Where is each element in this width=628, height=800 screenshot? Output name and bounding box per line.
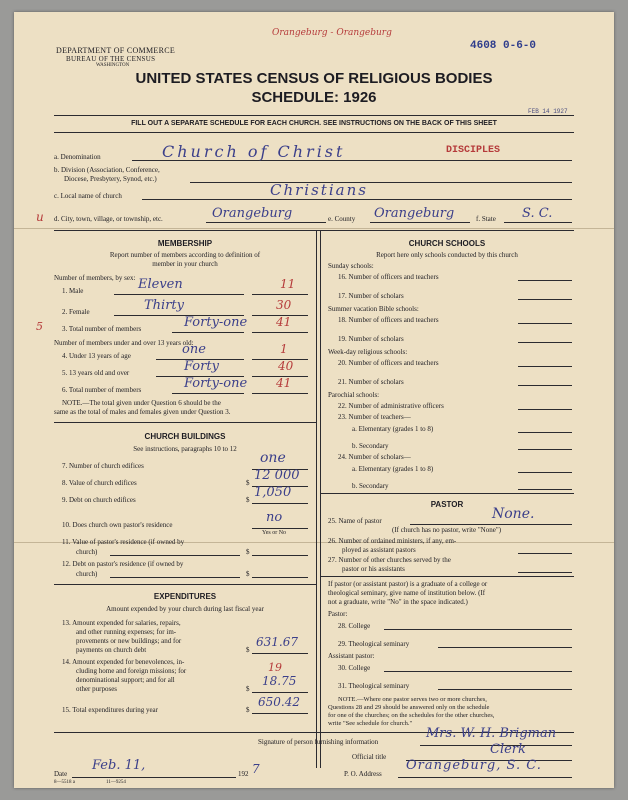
q14-line <box>252 692 308 693</box>
q27-line <box>518 572 572 573</box>
rule <box>54 115 574 116</box>
q29-line <box>438 647 572 648</box>
pastor-heading: PASTOR <box>430 500 464 509</box>
q29-label: 29. Theological seminary <box>338 640 410 648</box>
grad-text-3: not a graduate, write "No" in the space indicated.) <box>328 598 468 606</box>
q10-value: no <box>266 510 283 525</box>
q17-label: 17. Number of scholars <box>338 292 404 300</box>
q9-value: 1,050 <box>254 485 292 500</box>
city-label: d. City, town, village, or township, etc. <box>54 215 163 223</box>
q6-words: Forty-one <box>184 376 248 391</box>
date-year-value: 7 <box>252 762 260 776</box>
q9-label: 9. Debt on church edifices <box>62 496 136 504</box>
q14-label: 14. Amount expended for benevolences, in- <box>62 658 185 666</box>
date-value: Feb. 11, <box>92 758 146 773</box>
q15-line <box>252 713 308 714</box>
q8-label: 8. Value of church edifices <box>62 479 137 487</box>
q13-label-4: payments on church debt <box>76 646 147 654</box>
county-value: Orangeburg <box>374 206 455 221</box>
q19-line <box>518 342 572 343</box>
q31-label: 31. Theological seminary <box>338 682 410 690</box>
po-address-label: P. O. Address <box>344 770 382 778</box>
q1-label: 1. Male <box>62 287 84 295</box>
official-title-label: Official title <box>352 753 387 761</box>
q11-line <box>252 555 308 556</box>
pastor-note-2: Questions 28 and 29 should be answered only on the schedule <box>328 704 490 711</box>
q24-label: 24. Number of scholars— <box>338 453 411 461</box>
q23a-line <box>518 432 572 433</box>
q21-line <box>518 385 572 386</box>
denomination-value: Church of Christ <box>162 142 346 161</box>
bureau-city: WASHINGTON <box>96 63 130 68</box>
official-title-value: Clerk <box>490 742 526 757</box>
denomination-label: a. Denomination <box>54 153 101 161</box>
q14-value: 18.75 <box>262 674 297 688</box>
margin-check: 5 <box>36 320 43 333</box>
q25-value: None. <box>492 506 535 522</box>
signature-label: Signature of person furnishing information <box>258 738 379 746</box>
q4-number: 1 <box>280 342 288 356</box>
q30-label: 30. College <box>338 664 371 672</box>
q5-label: 5. 13 years old and over <box>62 369 130 377</box>
q11-label: 11. Value of pastor's residence (if owned by <box>62 538 185 546</box>
q8-value: 12 000 <box>254 468 300 483</box>
q1-words: Eleven <box>138 277 183 292</box>
age-label: Number of members under and over 13 years old: <box>54 339 194 347</box>
q8-dollar: $ <box>246 479 250 487</box>
q23b-label: b. Secondary <box>352 442 389 450</box>
q5-number: 40 <box>278 359 294 373</box>
q22-line <box>518 409 572 410</box>
form-number: 8—5518 a <box>54 780 75 785</box>
q14-label-3: denominational support; and for all <box>76 676 175 684</box>
q25-label: 25. Name of pastor <box>328 517 382 525</box>
column-divider <box>316 230 317 768</box>
q15-dollar: $ <box>246 706 250 714</box>
date-line <box>72 777 236 778</box>
q11-dots <box>110 555 240 556</box>
q9-line <box>252 503 308 504</box>
assistant-label: Assistant pastor: <box>328 652 375 660</box>
city-value: Orangeburg <box>212 206 293 221</box>
q15-value: 650.42 <box>258 695 300 709</box>
q1-number: 11 <box>280 277 296 291</box>
dept-name: DEPARTMENT OF COMMERCE <box>56 46 176 55</box>
pastor-note: NOTE.—Where one pastor serves two or more churches, <box>338 696 487 703</box>
expenditures-heading: EXPENDITURES <box>153 592 217 601</box>
q21-label: 21. Number of scholars <box>338 378 404 386</box>
stamp-number: 4608 0-6-0 <box>470 40 537 52</box>
q17-line <box>518 299 572 300</box>
q5-words: Forty <box>184 359 219 374</box>
q13-label: 13. Amount expended for salaries, repairs, <box>62 619 181 627</box>
state-value: S. C. <box>522 206 553 221</box>
q30-line <box>384 671 572 672</box>
q24a-label: a. Elementary (grades 1 to 8) <box>352 465 434 473</box>
membership-sub-2: member in your church <box>152 260 218 268</box>
rule <box>54 584 316 585</box>
pastor-label: Pastor: <box>328 610 348 618</box>
q3-label: 3. Total number of members <box>62 325 142 333</box>
state-label: f. State <box>476 215 496 223</box>
column-divider <box>320 230 321 768</box>
q14-dollar: $ <box>246 685 250 693</box>
parochial-label: Parochial schools: <box>328 391 380 399</box>
grad-text: If pastor (or assistant pastor) is a graduate of a college or <box>328 580 488 588</box>
division-label-2: Diocese, Presbytery, Synod, etc.) <box>64 175 157 183</box>
q20-line <box>518 366 572 367</box>
q24b-line <box>518 489 572 490</box>
by-sex-label: Number of members, by sex: <box>54 274 136 282</box>
q24a-line <box>518 472 572 473</box>
margin-mark: u <box>36 210 44 224</box>
q23b-line <box>518 449 572 450</box>
q13-value: 631.67 <box>256 635 298 649</box>
q12-line <box>252 577 308 578</box>
q7-value: one <box>260 450 286 466</box>
rule <box>320 493 574 494</box>
sunday-label: Sunday schools: <box>328 262 374 270</box>
city-line <box>206 222 326 223</box>
q6-number: 41 <box>276 376 292 390</box>
q2-label: 2. Female <box>62 308 90 316</box>
q12-dots <box>110 577 240 578</box>
q26-line <box>518 553 572 554</box>
membership-note-2: same as the total of males and females given under Question 3. <box>54 408 231 416</box>
q10-line <box>252 528 308 529</box>
expenditures-sub: Amount expended by your church during last fiscal year <box>106 605 264 613</box>
q14-label-4: other purposes <box>76 685 118 693</box>
division-label: b. Division (Association, Conference, <box>54 166 160 174</box>
buildings-sub: See instructions, paragraphs 10 to 12 <box>133 445 237 453</box>
local-name-value: Christians <box>270 181 368 199</box>
q14-annotation: 19 <box>268 661 282 674</box>
q2-words: Thirty <box>144 298 184 313</box>
q10-hint: Yes or No <box>262 530 287 536</box>
disciples-stamp: DISCIPLES <box>446 145 501 156</box>
buildings-heading: CHURCH BUILDINGS <box>144 432 226 441</box>
q26-label: 26. Number of ordained ministers, if any, em- <box>328 537 457 545</box>
q22-label: 22. Number of administrative officers <box>338 402 444 410</box>
date-label: Date <box>54 770 68 778</box>
q2-number: 30 <box>276 298 292 312</box>
q12-label: 12. Debt on pastor's residence (if owned by <box>62 560 184 568</box>
q3-number: 41 <box>276 315 292 329</box>
q24b-label: b. Secondary <box>352 482 389 490</box>
q27-label: 27. Number of other churches served by the <box>328 556 451 564</box>
q23-label: 23. Number of teachers— <box>338 413 411 421</box>
q13-dollar: $ <box>246 646 250 654</box>
county-label: e. County <box>328 215 356 223</box>
q6-num-line <box>252 393 308 394</box>
q11-dollar: $ <box>246 548 250 556</box>
census-schedule-sheet <box>14 12 614 788</box>
q20-label: 20. Number of officers and teachers <box>338 359 439 367</box>
q3-num-line <box>252 332 308 333</box>
q19-label: 19. Number of scholars <box>338 335 404 343</box>
q4-words: one <box>182 342 206 357</box>
q27-label-2: pastor or his assistants <box>342 565 405 573</box>
q12-dollar: $ <box>246 570 250 578</box>
county-line <box>370 222 470 223</box>
membership-heading: MEMBERSHIP <box>157 239 213 248</box>
form-title: UNITED STATES CENSUS OF RELIGIOUS BODIES <box>135 70 493 87</box>
q1-line <box>114 294 244 295</box>
q28-label: 28. College <box>338 622 371 630</box>
rule <box>54 230 574 231</box>
date-year-prefix: 192 <box>238 770 249 778</box>
signature-value: Mrs. W. H. Brigman <box>426 726 557 741</box>
q26-label-2: ployed as assistant pastors <box>342 546 416 554</box>
q31-line <box>438 689 572 690</box>
weekday-label: Week-day religious schools: <box>328 348 408 356</box>
q10-label: 10. Does church own pastor's residence <box>62 521 173 529</box>
q15-label: 15. Total expenditures during year <box>62 706 158 714</box>
schedule-title: SCHEDULE: 1926 <box>251 89 377 106</box>
q1-num-line <box>252 294 308 295</box>
instruction-line: FILL OUT A SEPARATE SCHEDULE FOR EACH CHURCH. SEE INSTRUCTIONS ON THE BACK OF THIS SHEET <box>131 120 497 127</box>
pastor-note-3: for one of the churches; on the schedules for the other churches, <box>328 712 495 719</box>
q9-dollar: $ <box>246 496 250 504</box>
rule <box>54 422 316 423</box>
division-line <box>190 182 572 183</box>
q4-label: 4. Under 13 years of age <box>62 352 131 360</box>
summer-label: Summer vacation Bible schools: <box>328 305 419 313</box>
q23a-label: a. Elementary (grades 1 to 8) <box>352 425 434 433</box>
schools-sub: Report here only schools conducted by this church <box>376 251 518 259</box>
rule <box>320 576 574 577</box>
q12-label-2: church) <box>76 570 98 578</box>
grad-text-2: theological seminary, give name of institution below. (If <box>328 589 486 597</box>
schools-heading: CHURCH SCHOOLS <box>408 239 486 248</box>
q7-label: 7. Number of church edifices <box>62 462 144 470</box>
po-address-line <box>398 777 572 778</box>
membership-note: NOTE.—The total given under Question 6 should be the <box>62 399 221 407</box>
local-name-label: c. Local name of church <box>54 192 122 200</box>
state-line <box>504 222 572 223</box>
q13-line <box>252 653 308 654</box>
local-name-line <box>142 199 572 200</box>
q11-label-2: church) <box>76 548 98 556</box>
pastor-note-4: write "See schedule for church." <box>328 720 413 727</box>
q18-label: 18. Number of officers and teachers <box>338 316 439 324</box>
q25-hint: (If church has no pastor, write "None") <box>392 526 502 534</box>
q6-line <box>172 393 244 394</box>
q3-line <box>172 332 244 333</box>
q3-words: Forty-one <box>184 315 248 330</box>
q25-line <box>410 524 572 525</box>
q28-line <box>384 629 572 630</box>
membership-sub: Report number of members according to definition of <box>109 251 261 259</box>
q16-label: 16. Number of officers and teachers <box>338 273 439 281</box>
po-address-value: Orangeburg, S. C. <box>406 758 542 773</box>
bureau-name: BUREAU OF THE CENSUS <box>66 55 156 63</box>
q6-label: 6. Total number of members <box>62 386 142 394</box>
q16-line <box>518 280 572 281</box>
form-number-2: 11—9254 <box>106 780 126 785</box>
q13-label-2: and other running expenses; for im- <box>76 628 177 636</box>
received-date-stamp: FEB 14 1927 <box>528 108 568 115</box>
q13-label-3: provements or new buildings; and for <box>76 637 182 645</box>
q18-line <box>518 323 572 324</box>
fold-line <box>14 228 614 229</box>
q14-label-2: cluding home and foreign missions; for <box>76 667 187 675</box>
red-top-annotation: Orangeburg - Orangeburg <box>272 28 392 38</box>
rule <box>54 132 574 133</box>
